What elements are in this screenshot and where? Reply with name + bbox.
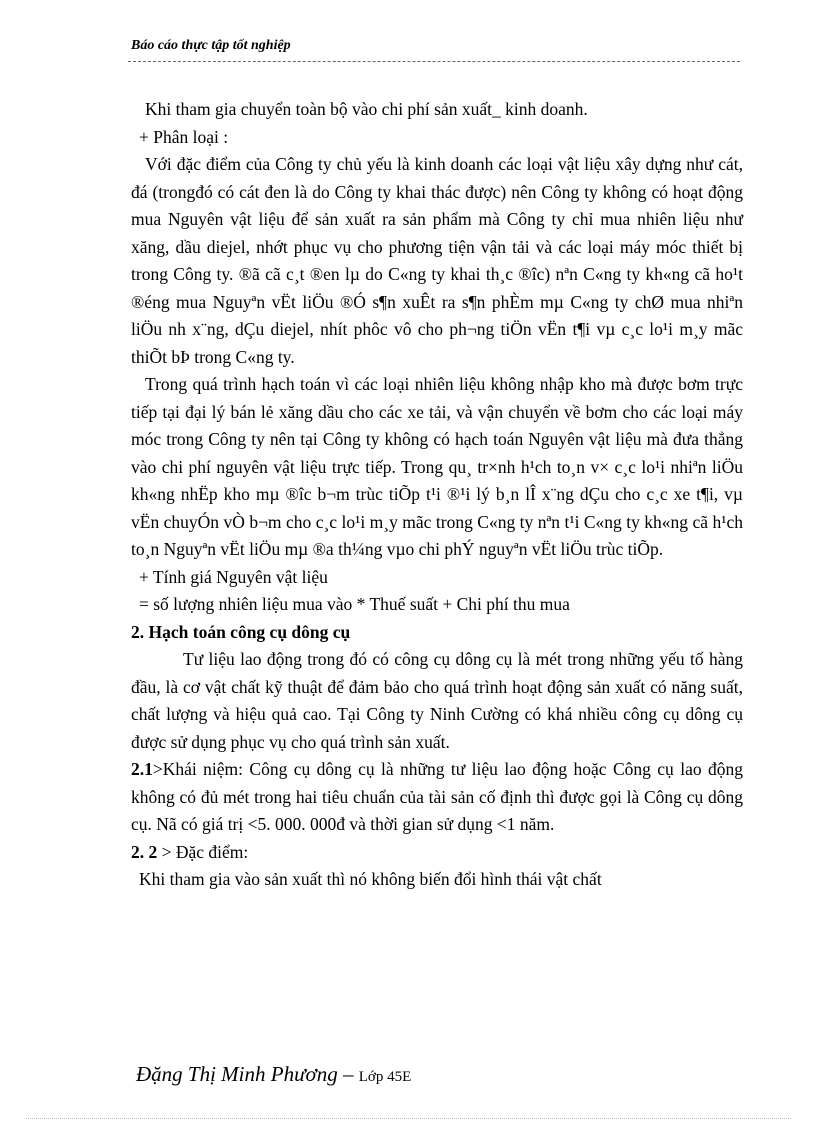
section-heading: 2. Hạch toán công cụ dông cụ: [131, 621, 351, 642]
footer-separator: –: [337, 1062, 359, 1086]
body-paragraph: Với đặc điểm của Công ty chủ yếu là kinh doanh các loại vật liệu xây dựng như cát, đá (trongđó có cát đen là do Công ty khai thác được) nên Công ty không có hoạt động mua Nguyên vật liệu để sản xuất ra sản phẩm mà Công ty chỉ mua nhiên liệu như xăng, dầu diejel, nhớt phục vụ cho phương tiện vận tải và các loại máy móc thiết bị trong Công ty. ®ã cã c¸t ®en lµ do C«ng ty khai th¸c ®îc) nªn C«ng ty kh«ng cã ho¹t ®éng mua Nguyªn vËt liÖu ®Ó s¶n xuÊt ra s¶n phÈm mµ C«ng ty chØ mua nhiªn liÖu nh x¨ng, dÇu diejel, nhít phôc vô cho ph¬ng tiÖn vËn t¶i vµ c¸c lo¹i m¸y mãc thiÕt bÞ trong C«ng ty.: [131, 154, 743, 367]
page-header-title: Báo cáo thực tập tốt nghiệp: [131, 38, 291, 53]
class-label: Lớp 45E: [358, 1069, 412, 1085]
body-paragraph: Khi tham gia chuyển toàn bộ vào chi phí sản xuất_ kinh doanh.: [145, 99, 588, 119]
subsection-text: > Đặc điểm:: [157, 841, 249, 862]
subsection-paragraph: [131, 839, 743, 867]
body-paragraph: + Phân loại :: [139, 126, 229, 147]
footer-divider: [26, 1118, 791, 1119]
body-paragraph: Tư liệu lao động trong đó có công cụ dông cụ là mét trong những yếu tố hàng đầu, là cơ vật chất kỹ thuật để đảm bảo cho quá trình hoạt động sản xuất có năng suất, chất lượng và hiệu quả cao. Tại Công ty Ninh Cường có khá nhiều công cụ dông cụ được sử dụng phục vụ cho quá trình sản xuất.: [131, 649, 743, 752]
page-footer: [136, 1062, 411, 1087]
body-paragraph: = số lượng nhiên liệu mua vào * Thuế suất + Chi phí thu mua: [139, 594, 570, 614]
header-divider: [128, 61, 740, 62]
subsection-text: >Khái niệm: Công cụ dông cụ là những tư liệu lao động hoặc Công cụ lao động không có đủ mét trong hai tiêu chuẩn của tài sản cố định thì được gọi là Công cụ dông cụ. Nã có giá trị <5. 000. 000đ và thời gian sử dụng <1 năm.: [131, 759, 743, 834]
body-paragraph: + Tính giá Nguyên vật liệu: [139, 566, 328, 587]
subsection-number: 2.1: [131, 759, 153, 779]
document-body: [131, 96, 743, 894]
body-paragraph: Khi tham gia vào sản xuất thì nó không biến đổi hình thái vật chất: [139, 869, 602, 889]
subsection-paragraph: [131, 756, 743, 839]
subsection-number: 2. 2: [131, 841, 158, 862]
body-paragraph: Trong quá trình hạch toán vì các loại nhiên liệu không nhập kho mà được bơm trực tiếp tại đại lý bán lẻ xăng dầu cho các xe tải, và vận chuyển về bơm cho các loại máy móc trong Công ty nên tại Công ty không có hạch toán Nguyên vật liệu mà đưa thẳng vào chi phí nguyên vật liệu trực tiếp. Trong qu¸ tr×nh h¹ch to¸n v× c¸c lo¹i nhiªn liÖu kh«ng nhËp kho mµ ®îc b¬m trùc tiÕp t¹i ®¹i lý b¸n lÎ x¨ng dÇu cho c¸c xe t¶i, vµ vËn chuyÓn vÒ b¬m cho c¸c lo¹i m¸y mãc trong C«ng ty nªn t¹i C«ng ty kh«ng cã h¹ch to¸n Nguyªn vËt liÖu mµ ®a th¼ng vµo chi phÝ nguyªn vËt liÖu trùc tiÕp.: [131, 374, 743, 559]
author-name: Đặng Thị Minh Phương: [136, 1062, 338, 1086]
